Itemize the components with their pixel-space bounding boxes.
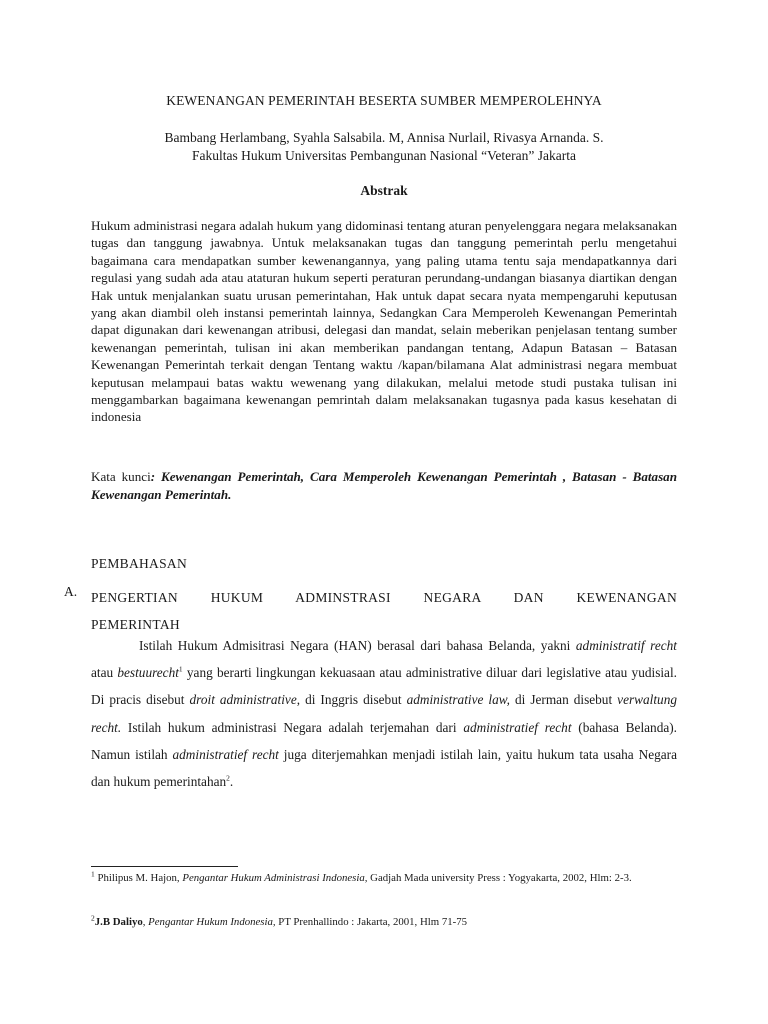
body-text: yang berarti lingkungan kekuasaan atau administrative diluar dari legislative atau yudisial. Di pracis disebut — [91, 665, 677, 708]
body-text: . — [229, 774, 234, 790]
affiliation: Fakultas Hukum Universitas Pembangunan Nasional “Veteran” Jakarta — [192, 148, 576, 163]
body-italic-term: droit administrative — [189, 692, 297, 708]
body-text: juga diterjemahkan menjadi istilah lain, yaitu hukum tata usaha Negara dan hukum pemerintahan — [91, 746, 678, 790]
subsection-letter: A. — [64, 584, 78, 599]
footnote-author: J.B Daliyo — [94, 916, 143, 928]
footnote-number: 1 — [91, 869, 95, 879]
body-text: atau — [91, 665, 118, 681]
footnote-title: Pengantar Hukum Administrasi Indonesia, — [182, 872, 368, 884]
document-title: KEWENANGAN PEMERINTAH BESERTA SUMBER MEMPEROLEHNYA — [166, 93, 602, 108]
subsection-title-line1: PENGERTIAN HUKUM ADMINSTRASI NEGARA DAN KEWENANGAN — [91, 590, 677, 605]
body-italic-term: administrative law, — [406, 692, 510, 708]
body-text: , di Inggris disebut — [296, 692, 407, 708]
body-italic-term: administratief recht — [172, 746, 279, 762]
footnote-ref[interactable]: 2 — [226, 773, 230, 783]
subsection-title-line2: PEMERINTAH — [91, 617, 180, 632]
author-block — [0, 129, 768, 165]
keywords — [91, 468, 677, 504]
author-list: Bambang Herlambang, Syahla Salsabila. M, Annisa Nurlail, Rivasya Arnanda. S. — [164, 130, 604, 145]
footnote-2 — [91, 915, 677, 930]
abstract-heading: Abstrak — [360, 183, 408, 198]
body-text: Istilah Hukum Admisitrasi Negara (HAN) berasal dari bahasa Belanda, yakni — [139, 638, 576, 653]
footnote-ref[interactable]: 1 — [178, 664, 183, 674]
body-text: (bahasa Belanda). Namun istilah — [91, 719, 677, 762]
footnote-title: Pengantar Hukum Indonesia, — [148, 916, 276, 928]
footnote-1 — [91, 871, 677, 886]
abstract-text: Hukum administrasi negara adalah hukum yang didominasi tentang aturan penyelenggara negara melaksanakan tugas dan tanggung jawabnya. Untuk melaksanakan tugas dan tanggung pemerintah perlu mengetahui bagaimana cara mendapatkan sumber kewenangannya, yang paling utama tentu saja mendapatkannya dari regulasi yang sudah ada atau ataturan hukum seperti peraturan perundang-undangan biasanya diartikan dengan Hak untuk menjalankan suatu urusan pemerintahan, Hak untuk dapat secara nyata mempengaruhi keputusan yang akan diambil oleh instansi pemerintah lainnya, Sedangkan Cara Memperoleh Kewenangan Pemerintah dapat digunakan dari kewenangan atribusi, delegasi dan mandat, selain meberikan penjelasan tentang sumber kewenangan pemerintah, tulisan ini akan memberikan pandangan tentang, Adapun Batasan – Batasan Kewenangan Pemerintah terkait dengan Tentang waktu /kapan/bilamana Alat administrasi negara membuat keputusan melampaui batas waktu wewenang yang dilakukan, melalui metode studi pustaka tulisan ini menggambarkan bagaimana kewenangan pemrintah dalam melaksanakan tugasnya pada kasus kesehatan di indonesia — [91, 218, 677, 425]
footnote-divider — [91, 866, 238, 867]
keywords-list: : Kewenangan Pemerintah, Cara Memperoleh Kewenangan Pemerintah , Batasan - Batasan Kewenangan Pemerintah. — [91, 469, 677, 502]
body-text: Istilah hukum administrasi Negara adalah terjemahan dari — [121, 719, 464, 735]
body-italic-term: administratif recht — [575, 638, 677, 653]
section-heading: PEMBAHASAN — [91, 556, 188, 571]
footnote-number: 2 — [91, 913, 95, 923]
body-text: di Jerman disebut — [509, 692, 618, 708]
footnote-author: Philipus M. Hajon, — [94, 872, 183, 884]
footnote-publication: PT Prenhallindo : Jakarta, 2001, Hlm 71-75 — [275, 916, 468, 928]
body-italic-term: administratief recht — [463, 719, 572, 735]
body-italic-term: bestuurecht — [117, 665, 179, 681]
body-paragraph — [91, 632, 677, 795]
footnote-publication: Gadjah Mada university Press : Yogyakarta, 2002, Hlm: 2-3. — [367, 872, 632, 884]
footnote-separator: , — [142, 916, 149, 928]
keywords-label: Kata kunci — [91, 469, 151, 484]
body-italic-term: verwaltung recht. — [91, 692, 678, 735]
